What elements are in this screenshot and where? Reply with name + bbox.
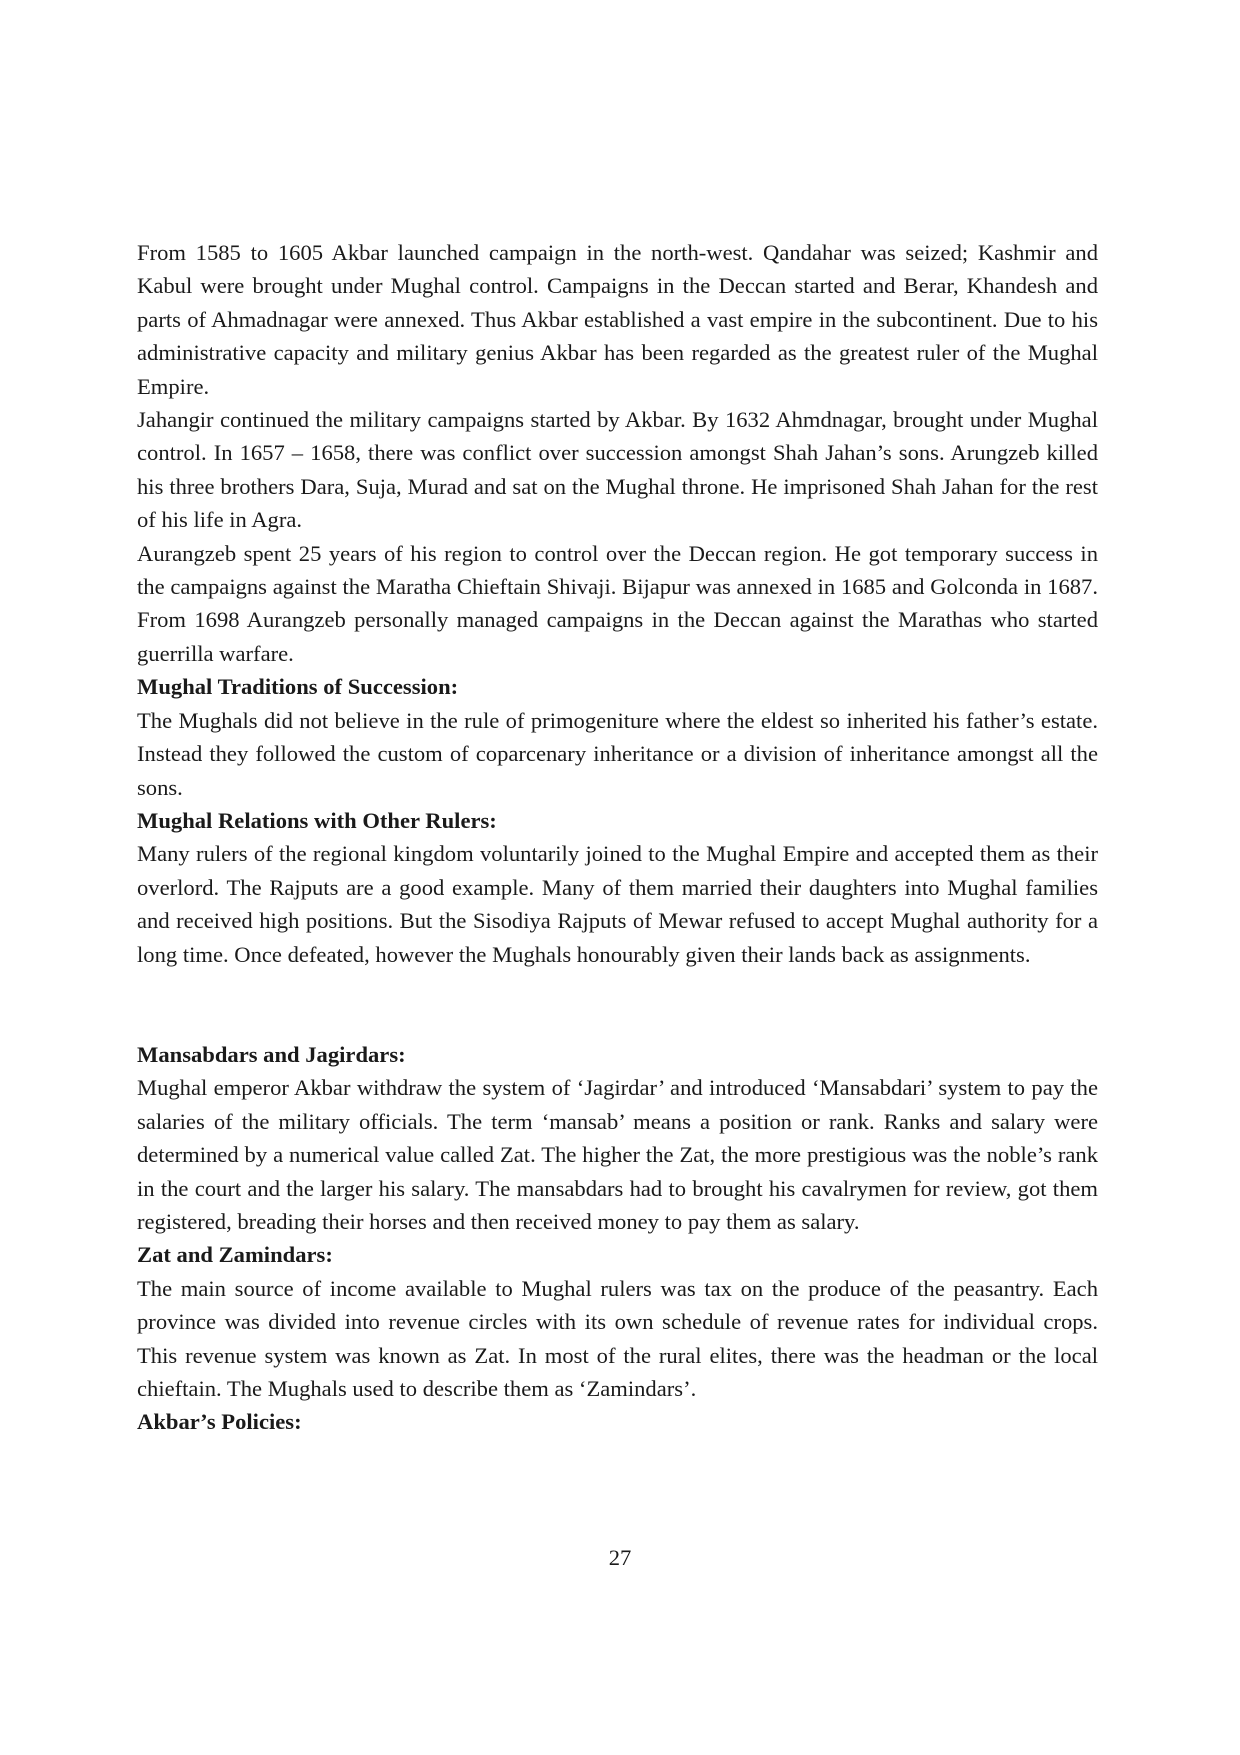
heading-mansabdars-jagirdars: Mansabdars and Jagirdars: [137,1041,406,1067]
page-body [137,236,1098,1439]
heading-akbars-policies: Akbar’s Policies: [137,1409,302,1435]
paragraph-zat-zamindars: The main source of income available to Mughal rulers was tax on the produce of the peasantry. Each province was divided into revenue circles with its own schedule of revenue rates for individual crops. This revenue system was known as Zat. In most of the rural elites, there was the headman or the local chieftain. The Mughals used to describe them as ‘Zamindars’. [137,1275,1098,1401]
paragraph-mansabdari: Mughal emperor Akbar withdraw the system of ‘Jagirdar’ and introduced ‘Mansabdari’ system to pay the salaries of the military officials. The term ‘mansab’ means a position or rank. Ranks and salary were determined by a numerical value called Zat. The higher the Zat, the more prestigious was the noble’s rank in the court and the larger his salary. The mansabdars had to brought his cavalrymen for review, got them registered, breading their horses and then received money to pay them as salary. [137,1075,1098,1234]
paragraph-aurangzeb-deccan: Aurangzeb spent 25 years of his region to control over the Deccan region. He got temporary success in the campaigns against the Maratha Chieftain Shivaji. Bijapur was annexed in 1685 and Golconda in 1687. From 1698 Aurangzeb personally managed campaigns in the Deccan against the Marathas who started guerrilla warfare. [137,540,1098,666]
heading-zat-zamindars: Zat and Zamindars: [137,1242,333,1268]
heading-relations-with-rulers: Mughal Relations with Other Rulers: [137,807,497,833]
paragraph-relations: Many rulers of the regional kingdom voluntarily joined to the Mughal Empire and accepted them as their overlord. The Rajputs are a good example. Many of them married their daughters into Mughal families and received high positions. But the Sisodiya Rajputs of Mewar refused to accept Mughal authority for a long time. Once defeated, however the Mughals honourably given their lands back as assignments. [137,841,1098,967]
paragraph-jahangir-succession: Jahangir continued the military campaigns started by Akbar. By 1632 Ahmdnagar, brought under Mughal control. In 1657 – 1658, there was conflict over succession amongst Shah Jahan’s sons. Arungzeb killed his three brothers Dara, Suja, Murad and sat on the Mughal throne. He imprisoned Shah Jahan for the rest of his life in Agra. [137,407,1098,533]
page-number: 27 [608,1545,632,1570]
heading-traditions-of-succession: Mughal Traditions of Succession: [137,674,459,700]
paragraph-akbar-campaigns: From 1585 to 1605 Akbar launched campaign in the north-west. Qandahar was seized; Kashmir and Kabul were brought under Mughal control. Campaigns in the Deccan started and Berar, Khandesh and parts of Ahmadnagar were annexed. Thus Akbar established a vast empire in the subcontinent. Due to his administrative capacity and military genius Akbar has been regarded as the greatest ruler of the Mughal Empire. [137,240,1098,399]
paragraph-succession: The Mughals did not believe in the rule of primogeniture where the eldest so inherited his father’s estate. Instead they followed the custom of coparcenary inheritance or a division of inheritance amongst all the sons. [137,707,1098,800]
section-gap [137,971,1098,1038]
